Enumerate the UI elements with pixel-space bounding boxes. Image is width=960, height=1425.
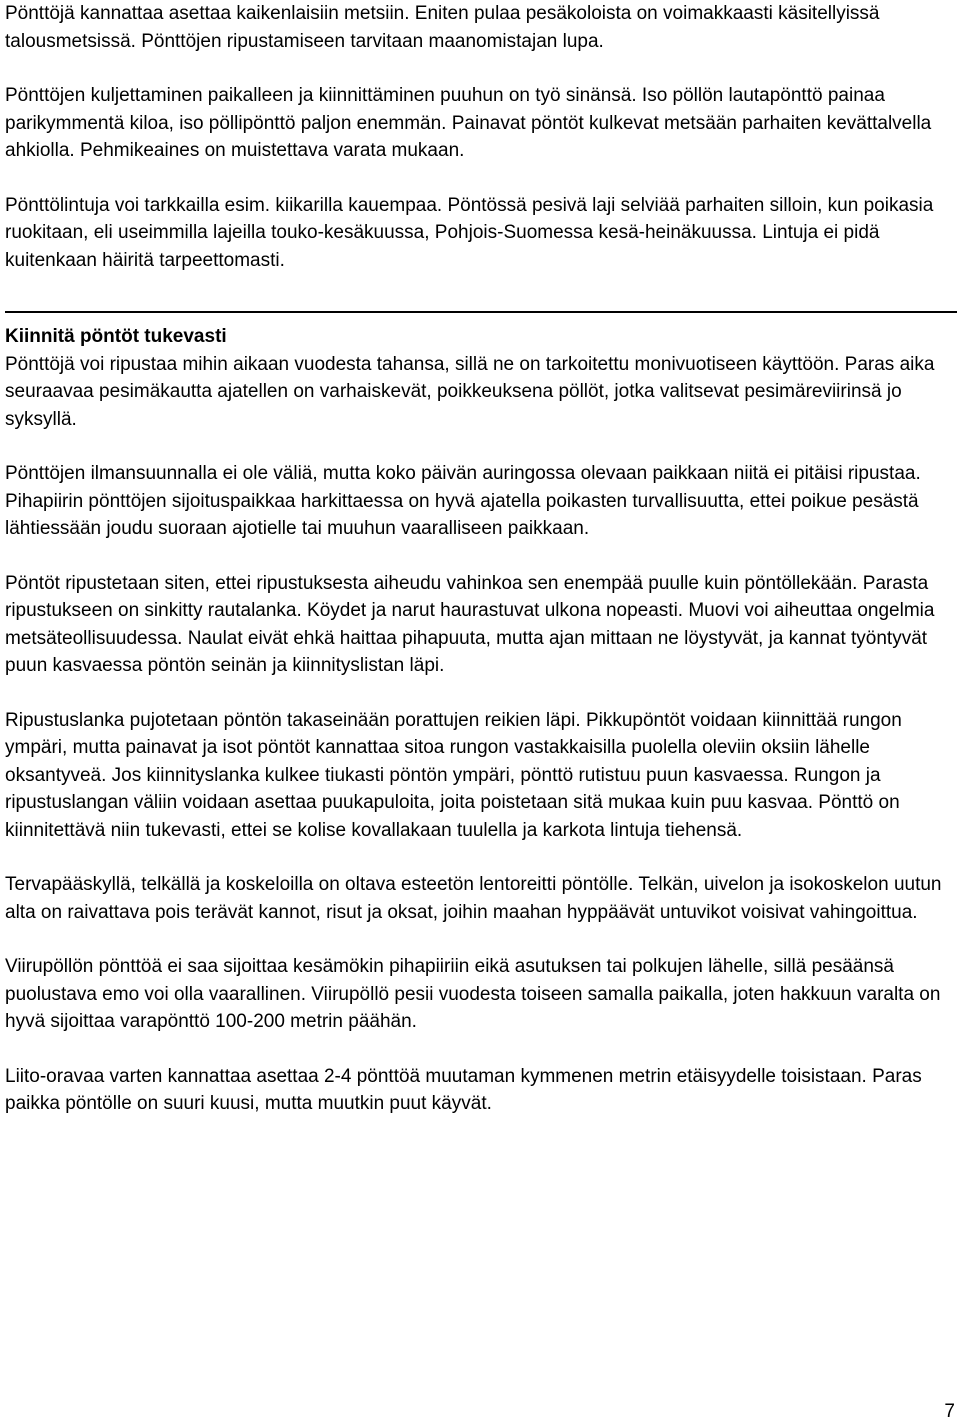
page-number: 7 — [944, 1401, 955, 1422]
section-paragraph-7: Liito-oravaa varten kannattaa asettaa 2-4 pönttöä muutaman kymmenen metrin etäisyydelle toisistaan. Paras paikka pöntölle on suuri kuusi, mutta muutkin puut käyvät. — [5, 1065, 922, 1114]
section-paragraph-1: Pönttöjä voi ripustaa mihin aikaan vuodesta tahansa, sillä ne on tarkoitettu monivuotiseen käyttöön. Paras aika seuraavaa pesimäkautta ajatellen on varhaiskevät, poikkeuksena pöllöt, jotka valitsevat pesimäreviirinsä jo syksyllä. — [5, 353, 935, 430]
document-page — [5, 0, 957, 1118]
section-paragraph-5: Tervapääskyllä, telkällä ja koskeloilla on oltava esteetön lentoreitti pöntölle. Telkän, uivelon ja isokoskelon uutun alta on raivattava pois terävät kannot, risut ja oksat, joihin maahan hyppäävät untuvikot voisivat vahingoittua. — [5, 874, 942, 923]
section-paragraph-3: Pöntöt ripustetaan siten, ettei ripustuksesta aiheudu vahinkoa sen enempää puulle kuin pöntöllekään. Parasta ripustukseen on sinkitty rautalanka. Köydet ja narut haurastuvat ulkona nopeasti. Muovi voi aiheuttaa ongelmia metsäteollisuudessa. Naulat eivät ehkä haittaa pihapuuta, mutta ajan mittaan ne löystyvät, ja kannat työntyvät puun kasvaessa pöntön seinän ja kiinnityslistan läpi. — [5, 572, 935, 676]
section-heading: Kiinnitä pöntöt tukevasti — [5, 326, 227, 347]
section-paragraph-6: Viirupöllön pönttöä ei saa sijoittaa kesämökin pihapiiriin eikä asutuksen tai polkujen lähelle, sillä pesäänsä puolustava emo voi olla vaarallinen. Viirupöllö pesii vuodesta toiseen samalla paikalla, joten hakkuun varalta on hyvä sijoittaa varapönttö 100-200 metrin päähän. — [5, 956, 941, 1032]
intro-paragraph-2: Pönttöjen kuljettaminen paikalleen ja kiinnittäminen puuhun on työ sinänsä. Iso pöllön lautapönttö painaa parikymmentä kiloa, iso pöllipönttö paljon enemmän. Painavat pöntöt kulkevat metsään parhaiten kevättalvella ahkiolla. Pehmikeaines on muistettava varata mukaan. — [5, 85, 932, 161]
intro-paragraph-1: Pönttöjä kannattaa asettaa kaikenlaisiin metsiin. Eniten pulaa pesäkoloista on voimakkaasti käsitellyissä talousmetsissä. Pönttöjen ripustamiseen tarvitaan maanomistajan lupa. — [5, 3, 880, 52]
intro-paragraph-3: Pönttölintuja voi tarkkailla esim. kiikarilla kauempaa. Pöntössä pesivä laji selviää parhaiten silloin, kun poikasia ruokitaan, eli useimmilla lajeilla touko-kesäkuussa, Pohjois-Suomessa kesä-heinäkuussa. Lintuja ei pidä kuitenkaan häiritä tarpeettomasti. — [5, 194, 934, 271]
section-paragraph-4: Ripustuslanka pujotetaan pöntön takaseinään porattujen reikien läpi. Pikkupöntöt voidaan kiinnittää rungon ympäri, mutta painavat ja isot pöntöt kannattaa sitoa rungon vastakkaisilla puolella oleviin oksiin lähelle oksantyveä. Jos kiinnityslanka kulkee tiukasti pöntön ympäri, pönttö rutistuu puun kasvaessa. Rungon ja ripustuslangan väliin voidaan asettaa puukapuloita, joita poistetaan sitä mukaa kuin puu kasvaa. Pönttö on kiinnitettävä niin tukevasti, ettei se kolise kovallakaan tuulella ja karkota lintuja tiehensä. — [5, 709, 902, 841]
section-paragraph-2: Pönttöjen ilmansuunnalla ei ole väliä, mutta koko päivän auringossa olevaan paikkaan niitä ei pitäisi ripustaa. Pihapiirin pönttöjen sijoituspaikkaa harkittaessa on hyvä ajatella poikasten turvallisuutta, ettei poikue pesästä lähtiessään joudu suoraan ajotielle tai muuhun vaaralliseen paikkaan. — [5, 463, 921, 539]
section-divider — [5, 311, 957, 313]
